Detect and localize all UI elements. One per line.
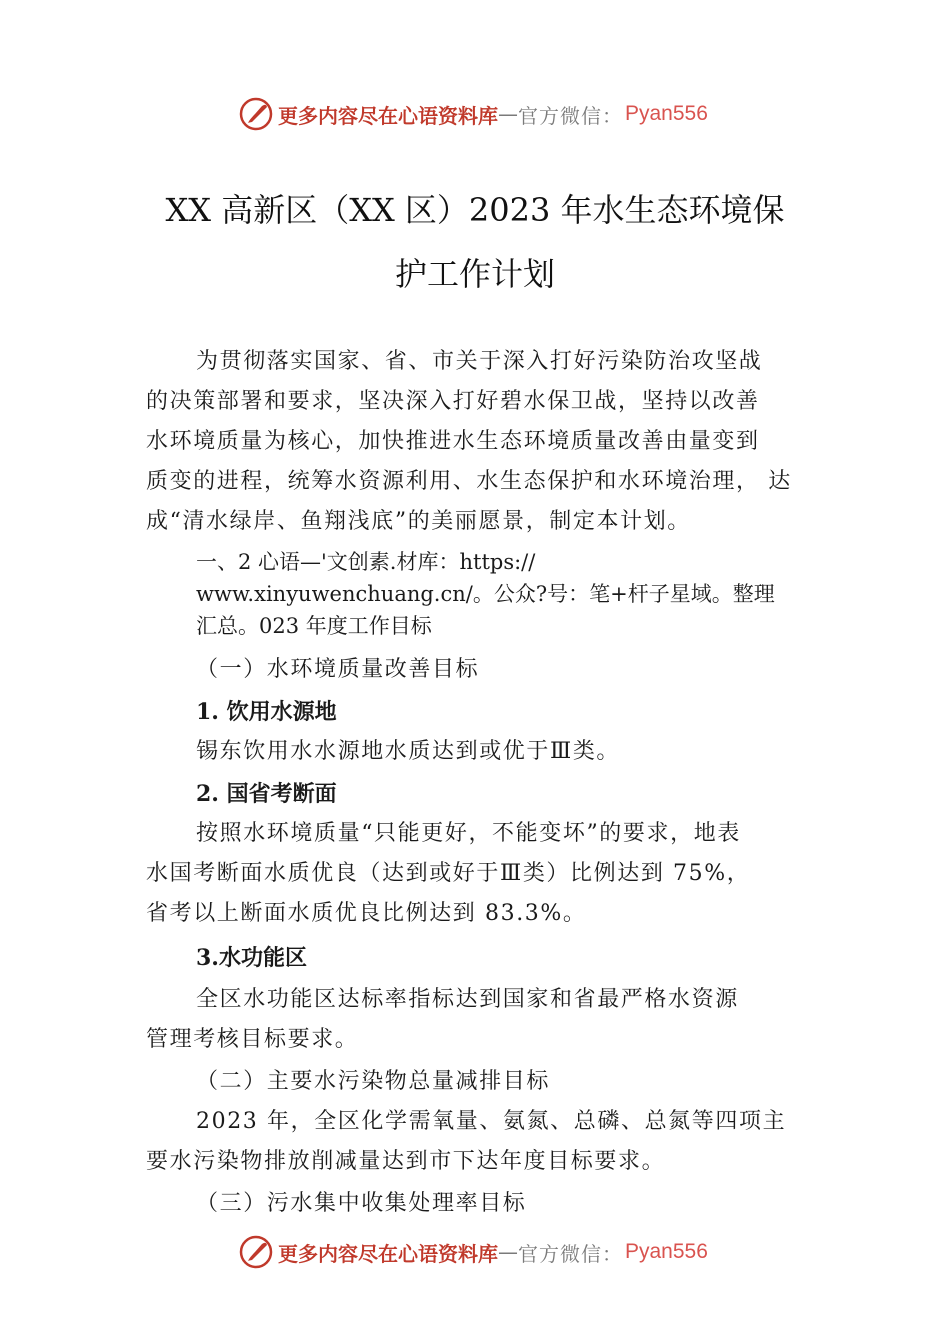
document-title-line-2: 护工作计划: [394, 255, 555, 293]
banner-dash: —: [498, 1240, 518, 1264]
document-title-line-1: XX 高新区（XX 区）2023 年水生态环境保: [165, 191, 785, 229]
banner-wechat-label: 官方微信：: [518, 103, 623, 128]
section1-heading-line: 一、2 心语—'文创素.材库：https://: [196, 550, 536, 574]
banner-wechat-id: Pyan556: [625, 102, 708, 125]
footer-banner: [238, 1232, 708, 1272]
subsection2-text-line: 2023 年，全区化学需氧量、氨氮、总磷、总氮等四项主: [196, 1109, 787, 1134]
item3-text-line: 全区水功能区达标率指标达到国家和省最严格水资源: [196, 987, 739, 1012]
banner-dash: —: [498, 102, 518, 126]
subsection2-heading: （二）主要水污染物总量减排目标: [196, 1069, 551, 1094]
quill-pen-logo-icon: [238, 1234, 274, 1270]
item2-text-line: 按照水环境质量“只能更好，不能变坏”的要求，地表: [196, 821, 741, 846]
item2-heading: 2. 国省考断面: [196, 781, 337, 807]
item2-text-line: 省考以上断面水质优良比例达到 83.3%。: [146, 901, 587, 926]
subsection1-heading: （一）水环境质量改善目标: [196, 657, 480, 682]
header-banner: [238, 94, 708, 134]
banner-wechat-id: Pyan556: [625, 1240, 708, 1263]
intro-line: 的决策部署和要求，坚决深入打好碧水保卫战，坚持以改善: [146, 389, 760, 414]
intro-line: 水环境质量为核心，加快推进水生态环境质量改善由量变到: [146, 429, 760, 454]
intro-line: 成“清水绿岸、鱼翔浅底”的美丽愿景，制定本计划。: [146, 509, 691, 534]
banner-wechat-label: 官方微信：: [518, 1241, 623, 1266]
section1-heading-line: www.xinyuwenchuang.cn/。公众?号：笔+杆子星域。整理: [196, 582, 775, 606]
intro-line: 质变的进程，统筹水资源利用、水生态保护和水环境治理， 达: [146, 469, 792, 494]
item3-heading: 3.水功能区: [196, 945, 307, 971]
item3-text-line: 管理考核目标要求。: [146, 1027, 359, 1052]
subsection3-heading: （三）污水集中收集处理率目标: [196, 1191, 527, 1216]
item2-text-line: 水国考断面水质优良（达到或好于Ⅲ类）比例达到 75%，: [146, 861, 751, 886]
item1-heading: 1. 饮用水源地: [196, 699, 337, 725]
intro-line: 为贯彻落实国家、省、市关于深入打好污染防治攻坚战: [196, 349, 763, 374]
banner-brand: 更多内容尽在心语资料库: [278, 103, 498, 128]
banner-brand: 更多内容尽在心语资料库: [278, 1241, 498, 1266]
item1-text: 锡东饮用水水源地水质达到或优于Ⅲ类。: [196, 739, 621, 764]
quill-pen-logo-icon: [238, 96, 274, 132]
subsection2-text-line: 要水污染物排放削减量达到市下达年度目标要求。: [146, 1149, 666, 1174]
section1-heading-line: 汇总。023 年度工作目标: [196, 614, 432, 638]
